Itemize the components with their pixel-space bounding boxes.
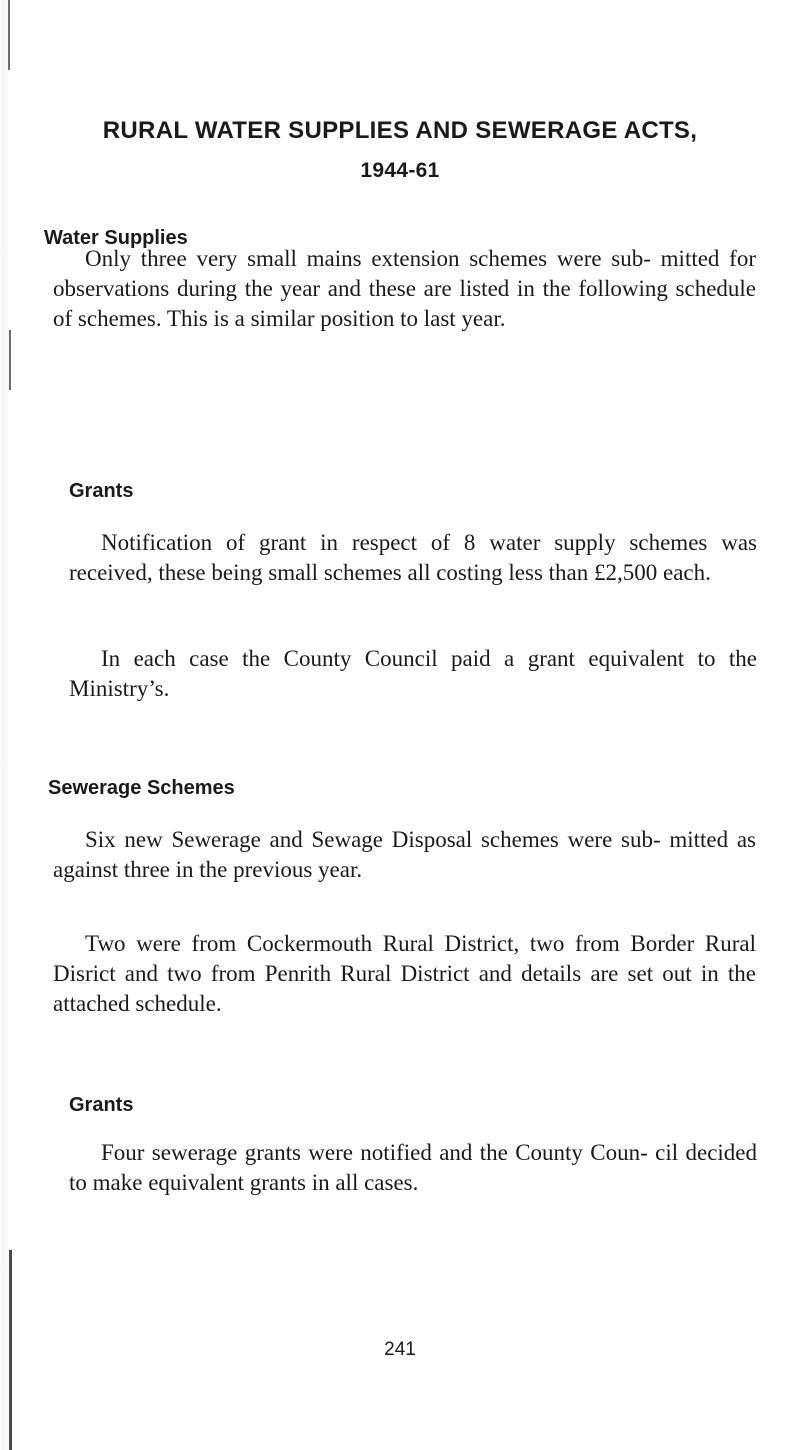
binding-mark <box>9 330 11 390</box>
page-title: RURAL WATER SUPPLIES AND SEWERAGE ACTS, <box>102 117 698 144</box>
paragraph: Six new Sewerage and Sewage Disposal schemes were sub- mitted as against three in the previous year. <box>53 827 756 882</box>
page-number: 241 <box>384 1339 416 1360</box>
binding-mark <box>8 0 10 70</box>
section-heading-water-supplies: Water Supplies <box>44 227 188 249</box>
paragraph: Four sewerage grants were notified and the County Coun- cil decided to make equivalent grants in all cases. <box>69 1140 757 1195</box>
paragraph: Notification of grant in respect of 8 water supply schemes was received, these being small schemes all costing less than £2,500 each. <box>69 530 757 585</box>
section-heading-sewerage-schemes: Sewerage Schemes <box>48 777 235 799</box>
paragraph: In each case the County Council paid a grant equivalent to the Ministry’s. <box>69 646 757 701</box>
page-subtitle-years: 1944-61 <box>360 159 440 182</box>
paragraph: Two were from Cockermouth Rural District, two from Border Rural Disrict and two from Penrith Rural District and details are set out in the attached schedule. <box>53 931 756 1016</box>
paragraph: Only three very small mains extension schemes were sub- mitted for observations during the year and these are listed in the following schedule of schemes. This is a similar position to last year. <box>53 246 756 331</box>
section-heading-grants: Grants <box>69 1094 134 1116</box>
binding-edge <box>0 0 14 1450</box>
section-heading-grants: Grants <box>69 480 134 502</box>
